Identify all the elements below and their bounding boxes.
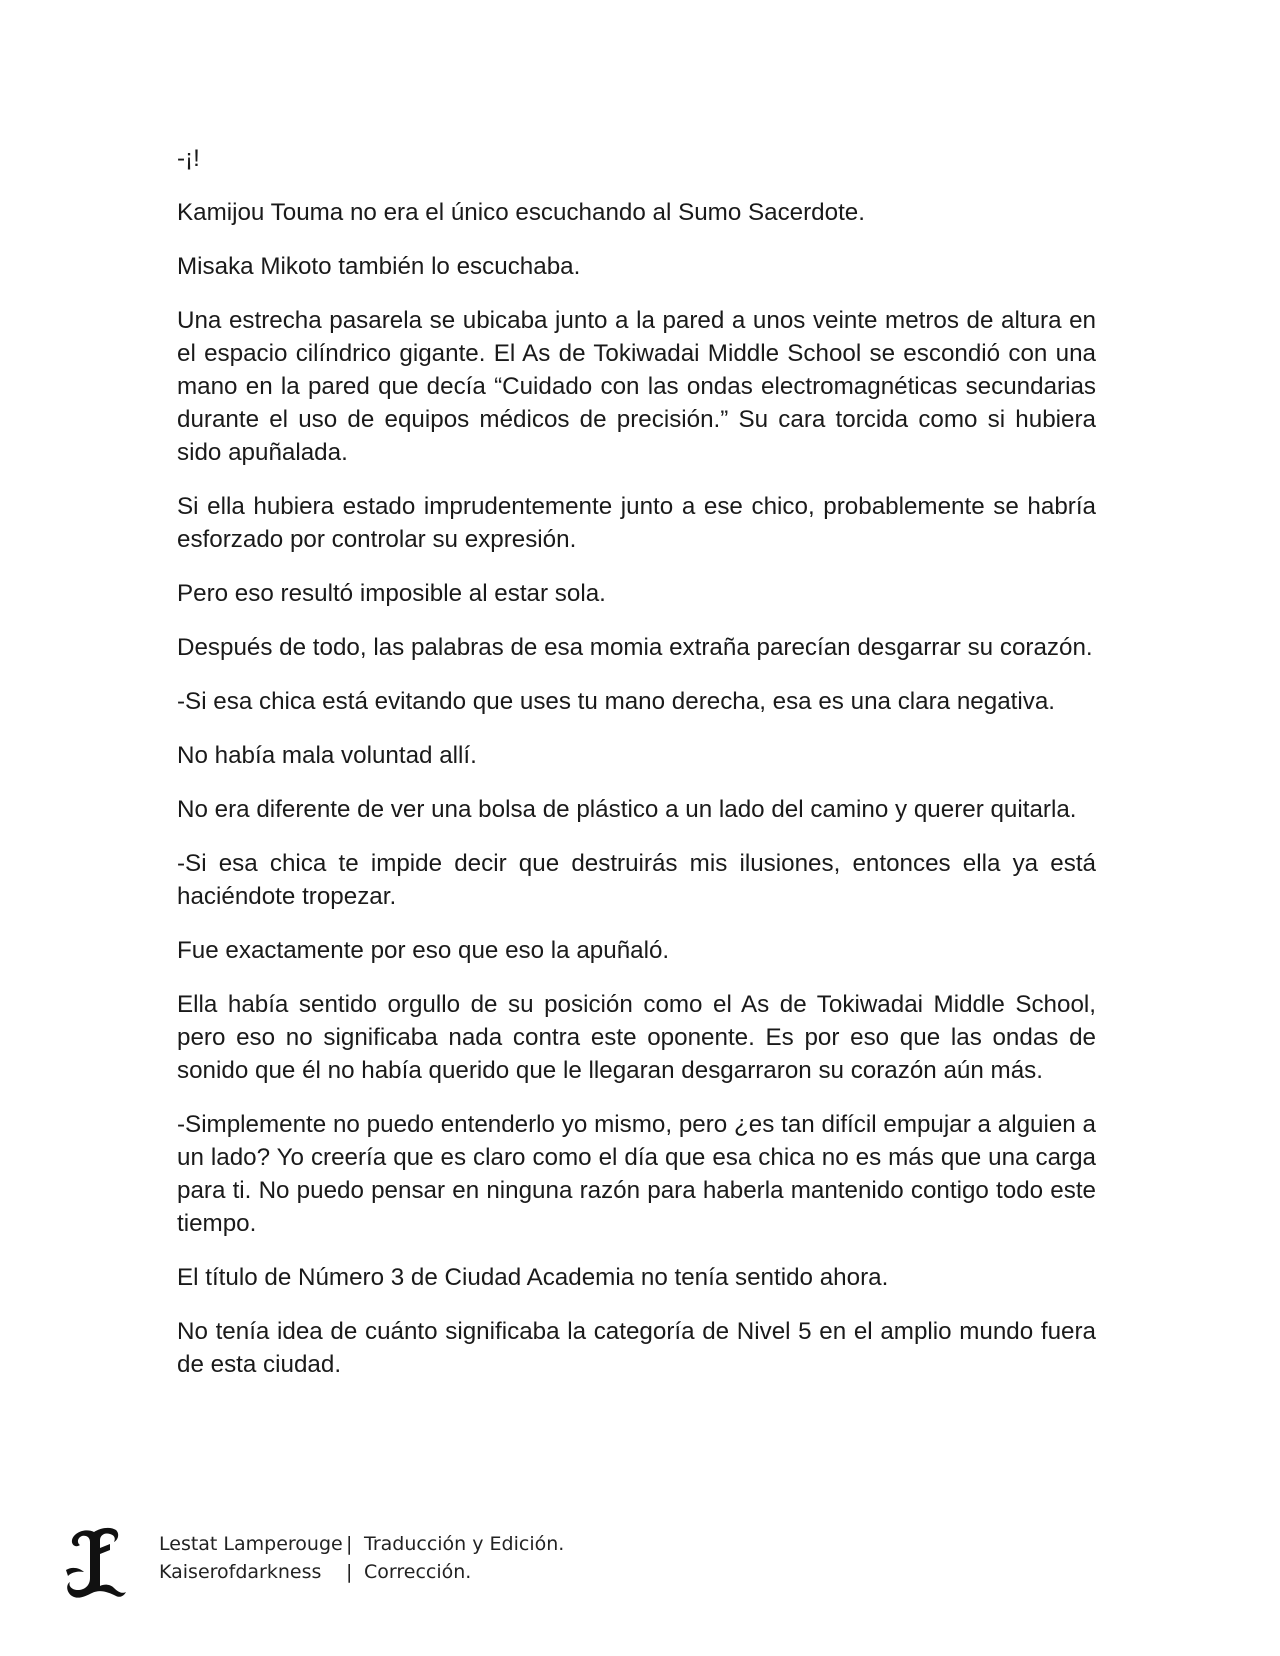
- paragraph-7: Después de todo, las palabras de esa momia extraña parecían desgarrar su corazón.: [177, 634, 1093, 661]
- credits: [159, 1530, 564, 1586]
- paragraph-11: -Si esa chica te impide decir que destruirás mis ilusiones, entonces ella ya está haciéndote tropezar.: [177, 850, 1096, 910]
- credit-role: Traducción y Edición.: [364, 1533, 565, 1555]
- paragraph-9: No había mala voluntad allí.: [177, 742, 477, 769]
- paragraph-1: -¡!: [177, 145, 200, 172]
- document-body: [177, 142, 1096, 1402]
- credit-name: Lestat Lamperouge: [159, 1533, 343, 1555]
- paragraph-13: Ella había sentido orgullo de su posición como el As de Tokiwadai Middle School, pero eso no significaba nada contra este oponente. Es por eso que las ondas de sonido que él no había querido que le llegaran desgarraron su corazón aún más.: [177, 991, 1096, 1084]
- credit-row-proofreader: [159, 1558, 564, 1586]
- paragraph-5: Si ella hubiera estado imprudentemente junto a ese chico, probablemente se habría esforzado por controlar su expresión.: [177, 493, 1096, 553]
- credit-separator: |: [346, 1533, 353, 1555]
- credit-role: Corrección.: [364, 1561, 472, 1583]
- paragraph-16: No tenía idea de cuánto significaba la categoría de Nivel 5 en el amplio mundo fuera de esta ciudad.: [177, 1318, 1096, 1378]
- paragraph-4: Una estrecha pasarela se ubicaba junto a la pared a unos veinte metros de altura en el espacio cilíndrico gigante. El As de Tokiwadai Middle School se escondió con una mano en la pared que decía “Cuidado con las ondas electromagnéticas secundarias durante el uso de equipos médicos de precisión.” Su cara torcida como si hubiera sido apuñalada.: [177, 307, 1096, 466]
- paragraph-10: No era diferente de ver una bolsa de plástico a un lado del camino y querer quitarla.: [177, 796, 1077, 823]
- paragraph-6: Pero eso resultó imposible al estar sola.: [177, 580, 606, 607]
- paragraph-15: El título de Número 3 de Ciudad Academia no tenía sentido ahora.: [177, 1264, 889, 1291]
- paragraph-14: -Simplemente no puedo entenderlo yo mismo, pero ¿es tan difícil empujar a alguien a un lado? Yo creería que es claro como el día que esa chica no es más que una carga para ti. No puedo pensar en ninguna razón para haberla mantenido contigo todo este tiempo.: [177, 1111, 1096, 1237]
- paragraph-12: Fue exactamente por eso que eso la apuñaló.: [177, 937, 670, 964]
- credit-row-translator: [159, 1530, 564, 1558]
- paragraph-3: Misaka Mikoto también lo escuchaba.: [177, 253, 581, 280]
- paragraph-8: -Si esa chica está evitando que uses tu mano derecha, esa es una clara negativa.: [177, 688, 1056, 715]
- gothic-letter-L-logo-icon: [64, 1526, 128, 1602]
- paragraph-2: Kamijou Touma no era el único escuchando al Sumo Sacerdote.: [177, 199, 865, 226]
- credit-separator: |: [346, 1561, 353, 1583]
- credit-name: Kaiserofdarkness: [159, 1561, 322, 1583]
- page-footer: [62, 1530, 762, 1600]
